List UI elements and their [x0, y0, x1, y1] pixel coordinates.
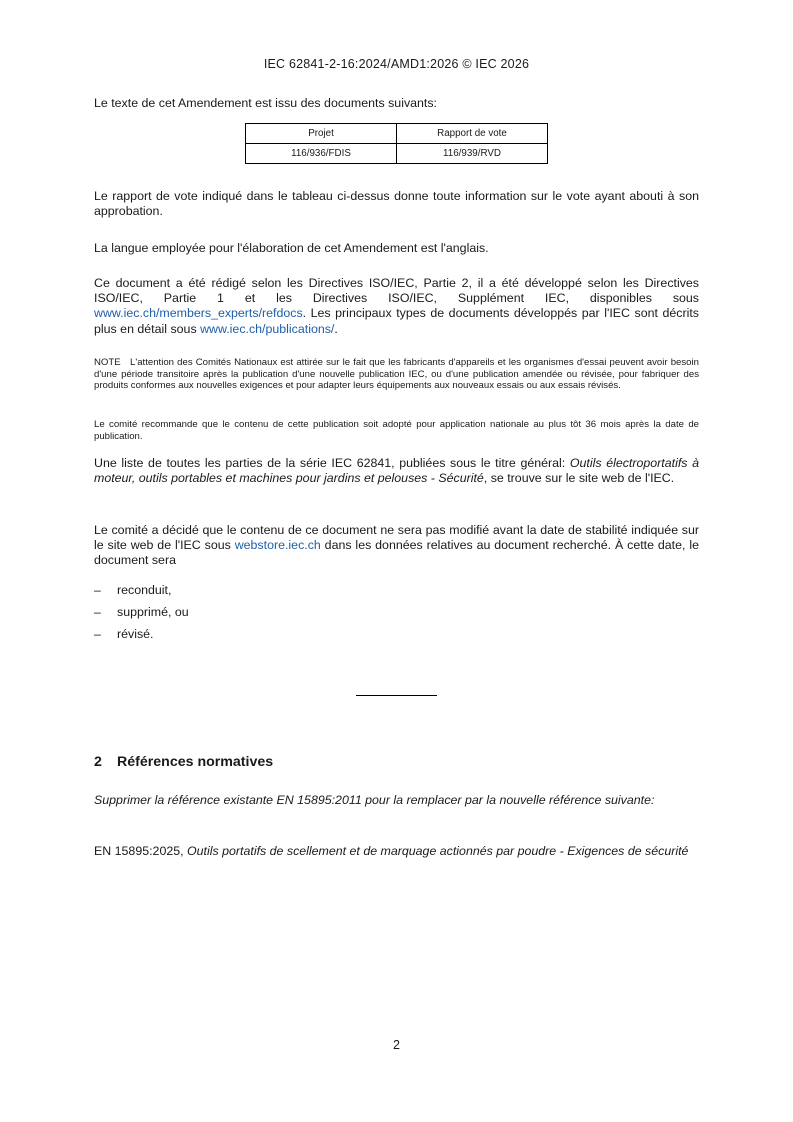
- list-item-text: supprimé, ou: [117, 605, 189, 619]
- table-cell: 116/936/FDIS: [246, 144, 397, 164]
- note-label: NOTE: [94, 357, 121, 368]
- table-row: [246, 144, 548, 164]
- committee-recommendation: Le comité recommande que le contenu de cette publication soit adopté pour application nationale au plus tôt 36 mois après la date de publication.: [94, 419, 699, 442]
- webstore-link[interactable]: webstore.iec.ch: [234, 538, 321, 553]
- series-paragraph: [94, 456, 699, 486]
- section-number: 2: [94, 754, 102, 770]
- separator-rule: [356, 695, 437, 696]
- series-text: Une liste de toutes les parties de la série IEC 62841, publiées sous le titre général:: [94, 456, 570, 470]
- intro-text: Le texte de cet Amendement est issu des documents suivants:: [94, 96, 437, 110]
- page-header: IEC 62841-2-16:2024/AMD1:2026 © IEC 2026: [263, 57, 530, 71]
- series-title: Outils électroportatifs à moteur, outils portables et machines pour jardins et pelouses - Sécurité: [94, 456, 699, 486]
- table-header-row: [246, 124, 548, 144]
- refdocs-link[interactable]: www.iec.ch/members_experts/refdocs: [94, 306, 303, 321]
- stability-paragraph: [94, 523, 699, 569]
- section-instruction: Supprimer la référence existante EN 15895:2011 pour la remplacer par la nouvelle référence suivante:: [94, 793, 655, 807]
- directives-text: .: [334, 321, 338, 336]
- list-item-text: reconduit,: [117, 583, 172, 597]
- stability-text: Le comité a décidé que le contenu de ce document ne sera pas modifié avant la date de stabilité indiquée sur le site web de l'IEC sous: [94, 523, 699, 553]
- note-paragraph: [94, 357, 699, 392]
- table-cell: 116/939/RVD: [397, 144, 548, 164]
- section-title: Références normatives: [117, 754, 274, 770]
- table-header-cell: Rapport de vote: [397, 124, 548, 144]
- vote-report-paragraph: Le rapport de vote indiqué dans le tableau ci-dessus donne toute information sur le vote ayant abouti à son approbation.: [94, 189, 699, 219]
- list-item: [94, 605, 189, 619]
- series-text: , se trouve sur le site web de l'IEC.: [483, 471, 675, 486]
- directives-text: . Les principaux types de documents développés par l'IEC sont décrits plus en détail sous: [94, 306, 699, 336]
- list-item: [94, 627, 154, 641]
- dash-bullet: –: [94, 583, 101, 597]
- reference-code: EN 15895:2025,: [94, 844, 188, 858]
- publications-link[interactable]: www.iec.ch/publications/: [200, 321, 335, 336]
- stability-text: dans les données relatives au document recherché. À cette date, le document sera: [94, 538, 699, 568]
- section-heading: [94, 754, 273, 770]
- page-number: 2: [393, 1038, 400, 1052]
- reference-title: Outils portatifs de scellement et de marquage actionnés par poudre - Exigences de sécurité: [187, 844, 689, 858]
- table-header-cell: Projet: [246, 124, 397, 144]
- list-item-text: révisé.: [117, 627, 154, 641]
- dash-bullet: –: [94, 627, 101, 641]
- list-item: [94, 583, 171, 597]
- language-paragraph: La langue employée pour l'élaboration de cet Amendement est l'anglais.: [94, 241, 489, 255]
- vote-table: [245, 123, 548, 164]
- note-text: L'attention des Comités Nationaux est attirée sur le fait que les fabricants d'appareils et les organismes d'essai peuvent avoir besoin d'une période transitoire après la publication d'une nouvelle publication IEC, ou d'une publication amendée ou révisée, pour fabriquer des produits conformes aux nouvelles exigences et pour adapter leurs équipements aux nouveaux essais ou aux essais révisés.: [94, 357, 699, 392]
- directives-text: Ce document a été rédigé selon les Directives ISO/IEC, Partie 2, il a été développé selon les Directives ISO/IEC, Partie 1 et les Directives ISO/IEC, Supplément IEC, disponibles sous: [94, 276, 699, 306]
- dash-bullet: –: [94, 605, 101, 619]
- normative-reference: [94, 844, 699, 859]
- directives-paragraph: [94, 276, 699, 337]
